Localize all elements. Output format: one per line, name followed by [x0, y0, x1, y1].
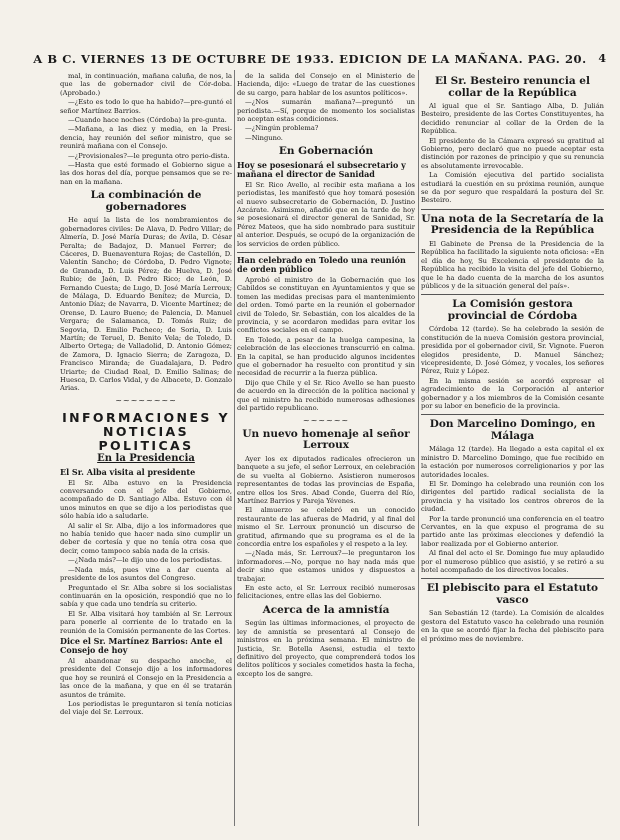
- headline-gobernacion: En Gobernación: [278, 145, 374, 158]
- running-head: A B C. VIERNES 13 DE OCTUBRE DE 1933. EDICION DE LA MAÑANA. PAG. 20.: [33, 52, 587, 66]
- paragraph: Los periodistas le preguntaron si tenía noticias del viaje del Sr. Lerroux.: [60, 699, 232, 717]
- section-banner: INFORMACIONES Y NOTICIAS POLITICAS: [62, 410, 230, 454]
- paragraph: —¿Nos sumarán mañana?—preguntó un periodista.—Sí, porque de momento los socialistas no aceptan estas condiciones.: [237, 98, 415, 124]
- paragraph: Preguntado el Sr. Alba sobre si los socialistas continuarán en la oposición, respondió que no lo sabía y que cada uno tendría su criterio.: [60, 583, 232, 609]
- headline-amnistia: Acerca de la amnistía: [262, 603, 390, 616]
- ornament-divider: ~~~~~~~~: [115, 395, 177, 405]
- paragraph: Al salir el Sr. Alba, dijo a los informadores que no había tenido que hacer nada sino cumplir un deber de cortesía y que no tenía otra cosa que decir, como tampoco sabía nada de la crisis.: [60, 521, 232, 555]
- paragraph: San Sebastián 12 (tarde). La Comisión de alcaldes gestora del Estatuto vasco ha celebrado una reunión en la que se acordó fijar la fecha del plebiscito para el próximo mes de noviembre.: [421, 609, 604, 643]
- headline-secretaria: Una nota de la Secretaría de la Presidencia de la República: [421, 212, 604, 237]
- paragraph: —Hasta que esté formado el Gobierno sigue a las dos horas del día, porque pensamos que se re-nan en la mañana.: [60, 161, 232, 186]
- headline-domingo: Don Marcelino Domingo, en Málaga: [429, 418, 596, 442]
- paragraph: Al abandonar su despacho anoche, el presidente del Consejo dijo a los informadores que hoy se reunirá el Consejo en la Presidencia a las once de la mañana, y que en él se tratarán asuntos de trámite.: [60, 656, 232, 699]
- paragraph: Aprobó el ministro de la Gobernación que los Cabildos se constituyan en Ayuntamientos y que se tomen las medidas precisas para el mantenimiento del orden. Tomó parte en la reunión el gobernador civil de Toledo, Sr. Sebastián, con los alcaldes de la provincia, y se acordaron medidas para evitar los conflictos sociales en el campo.: [237, 276, 415, 335]
- paragraph: En la misma sesión se acordó expresar el agradecimiento de la Corporación al anterior gobernador y a los miembros de la Comisión cesante por su labor en beneficio de la provincia.: [421, 376, 604, 410]
- paragraph: —¿Nada más, Sr. Lerroux?—le preguntaron los informadores.—No, porque no hay nada más que decir sino que estamos unidos y dispuestos a trabajar.: [237, 549, 415, 583]
- column-1: [60, 72, 232, 828]
- paragraph: Dijo que Chile y el Sr. Rico Avello se han puesto de acuerdo en la dirección de la política nacional y que el ministro ha recibido numerosas adhesiones del partido republicano.: [237, 378, 415, 413]
- paragraph: El Sr. Rico Avello, al recibir esta mañana a los periodistas, les manifestó que hoy tomará posesión el nuevo subsecretario de Gobernación, D. Justino Azcárate. Asimismo, añadió que en la tarde de hoy se posesionará el director general de Sanidad, Sr. Pérez Mateos, que ha sido nombrado para sustituir al anterior. Después, se ocupó de la organización de los servicios de orden público.: [237, 180, 415, 248]
- paragraph: El Sr. Domingo ha celebrado una reunión con los dirigentes del partido radical socialista de la provincia y ha visitado los centros obreros de la ciudad.: [421, 480, 604, 514]
- paragraph: El Sr. Alba estuvo en la Presidencia conversando con el jefe del Gobierno, acompañado de D. Santiago Alba. Estuvo con él unos minutos en que se dijo a los periodistas que sólo había ido a saludarle.: [60, 478, 232, 521]
- divider: [421, 209, 604, 210]
- paragraph: Al final del acto el Sr. Domingo fue muy aplaudido por el numeroso público que asistió, y se retiró a su hotel acompañado de los directivos locales.: [421, 549, 604, 575]
- paragraph: Córdoba 12 (tarde). Se ha celebrado la sesión de constitución de la nueva Comisión gestora provincial, presidida por el gobernador civil, Sr. Vignote. Fueron elegidos presidente, D. Manuel Sánchez; vicepresidente, D. José Gómez, y vocales, los señores Pérez, Ruiz y López.: [421, 325, 604, 376]
- paragraph: El Sr. Alba visitará hoy también al Sr. Lerroux para ponerle al corriente de lo tratado en la reunión de la Comisión permanente de las Cortes.: [60, 609, 232, 635]
- paragraph: En este acto, el Sr. Lerroux recibió numerosas felicitaciones, entre ellas las del Gobierno.: [237, 584, 415, 601]
- paragraph: —¿Provisionales?—le pregunta otro perio-dista.: [68, 151, 230, 160]
- paragraph: —Ninguno.: [245, 133, 283, 142]
- paragraph: —¿Esto es todo lo que ha habido?—pre-guntó el señor Martínez Barrios.: [60, 98, 232, 115]
- divider: [421, 578, 604, 579]
- paragraph: He aquí la lista de los nombramientos de gobernadores civiles: De Alava, D. Pedro Villar; de Almería, D. José María Duras; de Ávila, D. César Peralta; de Badajoz, D. Manuel Ferrer; de Cáceres, D. Buenaventura Rojas; de Castellón, D. Valentín Sancho; de Córdoba, D. Pedro Vignote; de Granada, D. Luis Pérez; de Huelva, D. José Rubio; de Jaén, D. Pedro Rico; de León, D. Fernando Cuesta; de Lugo, D. José María Lerroux; de Málaga, D. Eduardo Benítez; de Murcia, D. Antonio Díaz; de Navarra, D. Vicente Martínez; de Orense, D. Lauro Bueno; de Palencia, D. Manuel Vergara; de Salamanca, D. Tomás Ruiz; de Segovia, D. Emilio Pacheco; de Soria, D. Luis Martín; de Teruel, D. Benito Vela; de Toledo, D. Alberto Ortega; de Valladolid, D. Antonio Gómez; de Zamora, D. Ignacio Sierra; de Zaragoza, D. Francisco Miranda; de Guadalajara, D. Pedro Uriarte; de Ciudad Real, D. Emilio Salinas; de Huesca, D. Carlos Vidal, y de Albacete, D. Gonzalo Arias.: [60, 216, 232, 393]
- column-2: [237, 72, 415, 828]
- running-header: [0, 50, 620, 70]
- paragraph: El presidente de la Cámara expresó su gratitud al Gobierno, pero declaró que no puede aceptar esta distinción por razones de principio y que su renuncia es absolutamente irrevocable.: [421, 136, 604, 170]
- subhead-subsecretario: Hoy se posesionará el subsecretario y mañana el director de Sanidad: [237, 159, 406, 179]
- paragraph: Málaga 12 (tarde). Ha llegado a esta capital el ex ministro D. Marcelino Domingo, que fue recibido en la estación por numerosos correligionarios y por las autoridades locales.: [421, 445, 604, 479]
- ornament-divider: ~~~~~~: [302, 415, 350, 425]
- page-number: 4: [598, 52, 606, 65]
- divider: [237, 252, 415, 253]
- paragraph: Ayer los ex diputados radicales ofrecieron un banquete a su jefe, el señor Lerroux, en celebración de su vuelta al Gobierno. Asistieron numerosos representantes de todas las provincias de España, entre ellos los Sres. Abad Conde, Guerra del Río, Martínez Barrios y Pareja Yévenes.: [237, 454, 415, 505]
- headline-lerroux: Un nuevo homenaje al señor Lerroux: [242, 427, 410, 452]
- subsection-title: En la Presidencia: [97, 453, 195, 465]
- column-rule-2: [418, 70, 419, 826]
- paragraph: —¿Ningún problema?: [245, 124, 319, 133]
- headline-gobernadores: La combinación de gobernadores: [90, 189, 202, 213]
- divider: [421, 294, 604, 295]
- paragraph: El Gabinete de Prensa de la Presidencia de la República ha facilitado la siguiente nota oficiosa: «En el día de hoy, Su Excelencia el presidente de la República ha recibido la visita del jefe del Gobierno, que le ha dado cuenta de la marcha de los asuntos públicos y de la situación general del país».: [421, 239, 604, 290]
- subhead-toledo: Han celebrado en Toledo una reunión de orden público: [237, 255, 406, 274]
- paragraph: —Cuando hace noches (Córdoba) la pre-gunta.: [68, 116, 227, 125]
- subhead-martinez-barrios: Dice el Sr. Martínez Barrios: Ante el Consejo de hoy: [60, 635, 223, 655]
- paragraph: mal, in continuación, mañana caluña, de nos, la que las de gobernador civil de Cór-doba. (Aprobado.): [60, 72, 232, 97]
- paragraph: En Toledo, a pesar de la huelga campesina, la celebración de las elecciones transcurrió en calma. En la capital, se han producido algunos incidentes que el gobernador ha resuelto con prontitud y sin necesidad de recurrir a la fuerza pública.: [237, 335, 415, 378]
- paragraph: —Mañana, a las diez y media, en la Presi-dencia, hay reunión del señor ministro, que se reunirá mañana con el Consejo.: [60, 125, 232, 151]
- paragraph: de la salida del Consejo en el Ministerio de Hacienda, dijo: «Luego de tratar de las cuestiones de su cargo, para hablar de los asuntos políticos».: [237, 72, 415, 97]
- headline-besteiro: El Sr. Besteiro renuncia el collar de la República: [435, 75, 590, 99]
- column-3: [421, 72, 604, 828]
- paragraph: Por la tarde pronunció una conferencia en el teatro Cervantes, en la que expuso el programa de su partido ante las próximas elecciones y defendió la labor realizada por el Gobierno anterior.: [421, 514, 604, 548]
- headline-estatuto: El plebiscito para el Estatuto vasco: [426, 582, 599, 606]
- headline-cordoba: La Comisión gestora provincial de Córdoba: [447, 298, 578, 322]
- paragraph: La Comisión ejecutiva del partido socialista estudiará la cuestión en su próxima reunión, aunque se da por seguro que respaldará la postura del Sr. Besteiro.: [421, 171, 604, 205]
- divider: [421, 414, 604, 415]
- paragraph: —¿Nada más?—le dijo uno de los periodistas.: [68, 556, 222, 565]
- paragraph: —Nada más, pues vine a dar cuenta al presidente de los asuntos del Congreso.: [60, 565, 232, 583]
- subhead-alba: El Sr. Alba visita al presidente: [60, 466, 196, 477]
- paragraph: Según las últimas informaciones, el proyecto de ley de amnistía se presentará al Consejo de ministros en la próxima semana. El ministro de Justicia, Sr. Botella Asensi, estudia el texto definitivo del proyecto, que comprenderá todos los delitos políticos y sociales cometidos hasta la fecha, excepto los de sangre.: [237, 619, 415, 678]
- paragraph: Al igual que el Sr. Santiago Alba, D. Julián Besteiro, presidente de las Cortes Constituyentes, ha decidido renunciar al collar de la Orden de la República.: [421, 102, 604, 136]
- column-rule-1: [234, 70, 235, 826]
- paragraph: El almuerzo se celebró en un conocido restaurante de las afueras de Madrid, y al final del mismo el Sr. Lerroux pronunció un discurso de gratitud, afirmando que su programa es el de la concordia entre los españoles y el respeto a la ley.: [237, 506, 415, 548]
